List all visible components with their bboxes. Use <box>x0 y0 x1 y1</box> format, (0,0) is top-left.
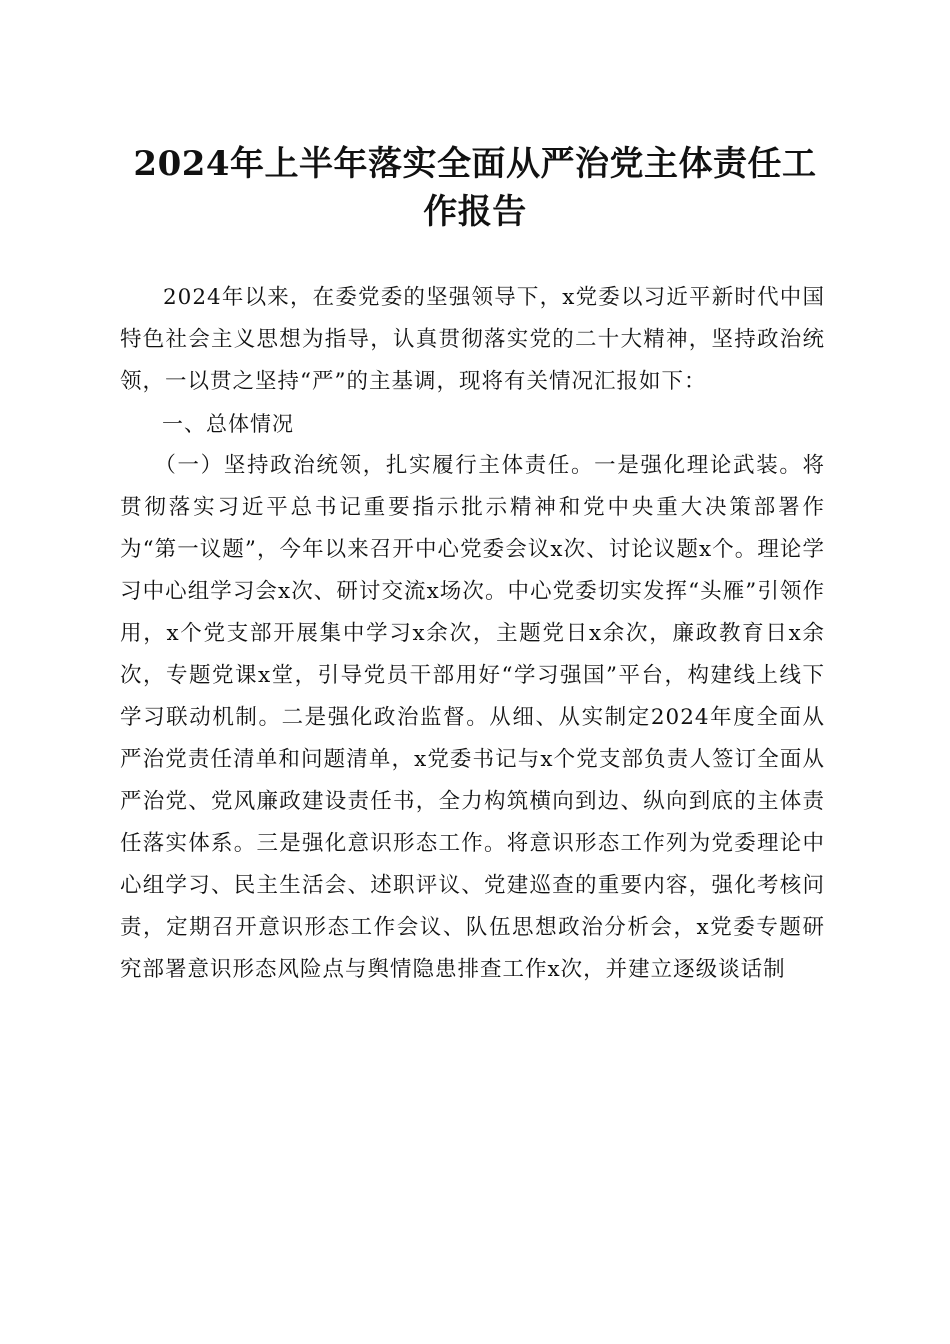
subsection-paragraph <box>120 445 825 991</box>
intro-paragraph: 2024年以来，在委党委的坚强领导下，x党委以习近平新时代中国特色社会主义思想为指导，认真贯彻落实党的二十大精神，坚持政治统领，一以贯之坚持“严”的主基调，现将有关情况汇报如下： <box>120 285 825 394</box>
document-body <box>120 277 825 991</box>
subsection-body: 一是强化理论武装。将贯彻落实习近平总书记重要指示批示精神和党中央重大决策部署作为“第一议题”，今年以来召开中心党委会议x次、讨论议题x个。理论学习中心组学习会x次、研讨交流x场次。中心党委切实发挥“头雁”引领作用，x个党支部开展集中学习x余次，主题党日x余次，廉政教育日x余次，专题党课x堂，引导党员干部用好“学习强国”平台，构建线上线下学习联动机制。二是强化政治监督。从细、从实制定2024年度全面从严治党责任清单和问题清单，x党委书记与x个党支部负责人签订全面从严治党、党风廉政建设责任书，全力构筑横向到边、纵向到底的主体责任落实体系。三是强化意识形态工作。将意识形态工作列为党委理论中心组学习、民主生活会、述职评议、党建巡查的重要内容，强化考核问责，定期召开意识形态工作会议、队伍思想政治分析会，x党委专题研究部署意识形态风险点与舆情隐患排查工作x次，并建立逐级谈话制 <box>120 453 825 982</box>
document-title: 2024年上半年落实全面从严治党主体责任工作报告 <box>133 144 817 232</box>
section-heading-overall: 一、总体情况 <box>162 412 294 436</box>
subsection-title: （一）坚持政治统领，扎实履行主体责任。 <box>154 453 595 478</box>
